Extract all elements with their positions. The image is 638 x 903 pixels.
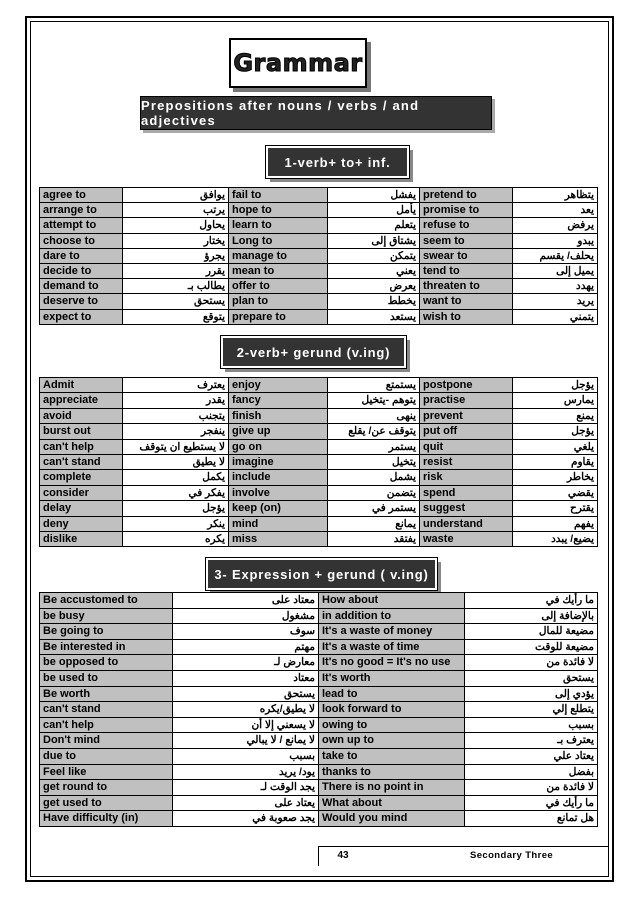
arabic-meaning: بسبب [465,717,598,733]
english-term: risk [420,470,513,485]
arabic-meaning: يعتاد على [173,795,319,811]
english-term: prepare to [229,309,328,324]
english-term: resist [420,455,513,470]
arabic-meaning: يتطلع إلي [465,702,598,718]
arabic-meaning: يلغي [513,439,598,454]
table-row [40,811,598,827]
arabic-meaning: يفتقد [328,532,420,547]
english-term: prevent [420,408,513,423]
footer-label: Secondary Three [470,850,554,861]
arabic-meaning: يتعلم [328,218,420,233]
english-term: offer to [229,279,328,294]
table-row [40,393,598,408]
table-row [40,233,598,248]
english-term: get round to [40,780,173,796]
english-term: There is no point in [319,780,465,796]
arabic-meaning: يقترح [513,501,598,516]
arabic-meaning: هل تمانع [465,811,598,827]
english-term: Be going to [40,624,173,640]
english-term: practise [420,393,513,408]
table-row [40,608,598,624]
arabic-meaning: يستحق [465,670,598,686]
arabic-meaning: مضيعة للوقت [465,639,598,655]
english-term: seem to [420,233,513,248]
arabic-meaning: لا يطيق/يكره [173,702,319,718]
arabic-meaning: بالإضافة إلى [465,608,598,624]
arabic-meaning: يجرؤ [123,248,229,263]
table-row [40,470,598,485]
arabic-meaning: يعني [328,264,420,279]
table-row [40,639,598,655]
arabic-meaning: يخاطر [513,470,598,485]
english-term: expect to [40,309,123,324]
table-row [40,439,598,454]
arabic-meaning: مشغول [173,608,319,624]
english-term: consider [40,485,123,500]
english-term: Be accustomed to [40,593,173,609]
expression-gerund-table [39,592,598,827]
arabic-meaning: يتوهم -يتخيل [328,393,420,408]
arabic-meaning: يريد [513,294,598,309]
english-term: Be interested in [40,639,173,655]
table-row [40,279,598,294]
arabic-meaning: يفهم [513,516,598,531]
english-term: postpone [420,378,513,393]
table-row [40,624,598,640]
english-term: lead to [319,686,465,702]
english-term: suggest [420,501,513,516]
arabic-meaning: يقاوم [513,455,598,470]
arabic-meaning: يستعد [328,309,420,324]
english-term: dare to [40,248,123,263]
arabic-meaning: لا فائدة من [465,780,598,796]
arabic-meaning: يكمل [123,470,229,485]
english-term: take to [319,748,465,764]
english-term: Be worth [40,686,173,702]
arabic-meaning: يفشل [328,188,420,203]
arabic-meaning: يعتاد علي [465,748,598,764]
english-term: include [229,470,328,485]
arabic-meaning: لا يمانع / لا يبالي [173,733,319,749]
arabic-meaning: يعترف بـ [465,733,598,749]
verb-gerund-table [39,377,598,547]
table-row [40,764,598,780]
arabic-meaning: يعد [513,203,598,218]
english-term: be busy [40,608,173,624]
table-row [40,264,598,279]
arabic-meaning: يقضي [513,485,598,500]
table-row [40,733,598,749]
main-banner: Prepositions after nouns / verbs / and adjectives [140,96,492,130]
english-term: What about [319,795,465,811]
table-row [40,188,598,203]
section1-heading: 1-verb+ to+ inf. [266,146,409,178]
arabic-meaning: يحلف/ يقسم [513,248,598,263]
table-row [40,655,598,671]
arabic-meaning: يتجنب [123,408,229,423]
english-term: mind [229,516,328,531]
english-term: learn to [229,218,328,233]
english-term: demand to [40,279,123,294]
arabic-meaning: بفضل [465,764,598,780]
title-box [229,38,367,88]
table-row [40,378,598,393]
arabic-meaning: ما رأيك في [465,795,598,811]
english-term: decide to [40,264,123,279]
english-term: be used to [40,670,173,686]
english-term: waste [420,532,513,547]
english-term: pretend to [420,188,513,203]
table-row [40,408,598,423]
english-term: Admit [40,378,123,393]
arabic-meaning: ما رأيك في [465,593,598,609]
section2-heading: 2-verb+ gerund (v.ing) [221,336,406,368]
english-term: manage to [229,248,328,263]
table-row [40,593,598,609]
arabic-meaning: يود/ يريد [173,764,319,780]
english-term: It's a waste of money [319,624,465,640]
english-term: fail to [229,188,328,203]
arabic-meaning: يختار [123,233,229,248]
arabic-meaning: يشمل [328,470,420,485]
english-term: dislike [40,532,123,547]
arabic-meaning: يؤدي إلى [465,686,598,702]
table-row [40,248,598,263]
english-term: refuse to [420,218,513,233]
arabic-meaning: يستحق [123,294,229,309]
table-row [40,309,598,324]
english-term: complete [40,470,123,485]
english-term: finish [229,408,328,423]
arabic-meaning: ينهى [328,408,420,423]
arabic-meaning: يحاول [123,218,229,233]
arabic-meaning: يوافق [123,188,229,203]
arabic-meaning: لا يطيق [123,455,229,470]
arabic-meaning: يستمتع [328,378,420,393]
arabic-meaning: يضيع/ يبدد [513,532,598,547]
arabic-meaning: يتوقف عن/ يقلع [328,424,420,439]
arabic-meaning: يستمر في [328,501,420,516]
arabic-meaning: يخطط [328,294,420,309]
arabic-meaning: معتاد على [173,593,319,609]
english-term: can't help [40,439,123,454]
table-row [40,501,598,516]
arabic-meaning: ينكر [123,516,229,531]
arabic-meaning: يستمر [328,439,420,454]
arabic-meaning: سوف [173,624,319,640]
arabic-meaning: بسبب [173,748,319,764]
arabic-meaning: يرتب [123,203,229,218]
table-row [40,717,598,733]
english-term: in addition to [319,608,465,624]
arabic-meaning: يميل إلى [513,264,598,279]
arabic-meaning: يمانع [328,516,420,531]
english-term: plan to [229,294,328,309]
table-row [40,780,598,796]
arabic-meaning: معتاد [173,670,319,686]
arabic-meaning: يمنع [513,408,598,423]
table-row [40,203,598,218]
english-term: promise to [420,203,513,218]
english-term: can't help [40,717,173,733]
english-term: get used to [40,795,173,811]
arabic-meaning: يكره [123,532,229,547]
english-term: appreciate [40,393,123,408]
english-term: spend [420,485,513,500]
english-term: tend to [420,264,513,279]
table-row [40,702,598,718]
arabic-meaning: يتمني [513,309,598,324]
english-term: enjoy [229,378,328,393]
english-term: go on [229,439,328,454]
english-term: keep (on) [229,501,328,516]
english-term: arrange to [40,203,123,218]
arabic-meaning: يمارس [513,393,598,408]
table-row [40,455,598,470]
english-term: It's no good = It's no use [319,655,465,671]
arabic-meaning: يؤجل [513,424,598,439]
english-term: burst out [40,424,123,439]
arabic-meaning: يفكر في [123,485,229,500]
arabic-meaning: معارض لـ [173,655,319,671]
english-term: own up to [319,733,465,749]
table-row [40,670,598,686]
arabic-meaning: لا فائدة من [465,655,598,671]
arabic-meaning: يشتاق إلى [328,233,420,248]
english-term: deserve to [40,294,123,309]
english-term: How about [319,593,465,609]
table-row [40,218,598,233]
arabic-meaning: يعترف [123,378,229,393]
arabic-meaning: مهتم [173,639,319,655]
arabic-meaning: يعرض [328,279,420,294]
english-term: wish to [420,309,513,324]
english-term: understand [420,516,513,531]
english-term: attempt to [40,218,123,233]
table-row [40,795,598,811]
english-term: Feel like [40,764,173,780]
english-term: look forward to [319,702,465,718]
arabic-meaning: لا يسعني إلا أن [173,717,319,733]
verb-to-inf-table [39,187,598,325]
section3-heading: 3- Expression + gerund ( v.ing) [206,558,437,590]
english-term: Would you mind [319,811,465,827]
arabic-meaning: يبدو [513,233,598,248]
arabic-meaning: مضيعة للمال [465,624,598,640]
arabic-meaning: يطالب بـ [123,279,229,294]
table-row [40,424,598,439]
english-term: involve [229,485,328,500]
english-term: due to [40,748,173,764]
english-term: avoid [40,408,123,423]
arabic-meaning: يؤجل [123,501,229,516]
page-number: 43 [337,850,349,861]
english-term: swear to [420,248,513,263]
arabic-meaning: يقرر [123,264,229,279]
english-term: Don't mind [40,733,173,749]
arabic-meaning: يتخيل [328,455,420,470]
english-term: imagine [229,455,328,470]
english-term: It's worth [319,670,465,686]
english-term: thanks to [319,764,465,780]
english-term: agree to [40,188,123,203]
arabic-meaning: يرفض [513,218,598,233]
arabic-meaning: يتظاهر [513,188,598,203]
arabic-meaning: يتوقع [123,309,229,324]
table-row [40,748,598,764]
arabic-meaning: ينفجر [123,424,229,439]
english-term: give up [229,424,328,439]
footer-rule [318,846,608,847]
arabic-meaning: يؤجل [513,378,598,393]
arabic-meaning: لا يستطيع ان يتوقف [123,439,229,454]
arabic-meaning: يتضمن [328,485,420,500]
english-term: deny [40,516,123,531]
table-row [40,485,598,500]
english-term: owing to [319,717,465,733]
english-term: hope to [229,203,328,218]
english-term: can't stand [40,702,173,718]
english-term: Have difficulty (in) [40,811,173,827]
arabic-meaning: يتمكن [328,248,420,263]
english-term: mean to [229,264,328,279]
english-term: can't stand [40,455,123,470]
english-term: put off [420,424,513,439]
arabic-meaning: يجد الوقت لـ [173,780,319,796]
english-term: Long to [229,233,328,248]
table-row [40,294,598,309]
arabic-meaning: يهدد [513,279,598,294]
table-row [40,532,598,547]
english-term: threaten to [420,279,513,294]
english-term: want to [420,294,513,309]
english-term: It's a waste of time [319,639,465,655]
arabic-meaning: يجد صعوبة في [173,811,319,827]
english-term: delay [40,501,123,516]
english-term: choose to [40,233,123,248]
table-row [40,686,598,702]
page-title: Grammar [233,49,363,77]
arabic-meaning: يقدر [123,393,229,408]
english-term: quit [420,439,513,454]
arabic-meaning: يأمل [328,203,420,218]
english-term: be opposed to [40,655,173,671]
english-term: miss [229,532,328,547]
english-term: fancy [229,393,328,408]
arabic-meaning: يستحق [173,686,319,702]
table-row [40,516,598,531]
